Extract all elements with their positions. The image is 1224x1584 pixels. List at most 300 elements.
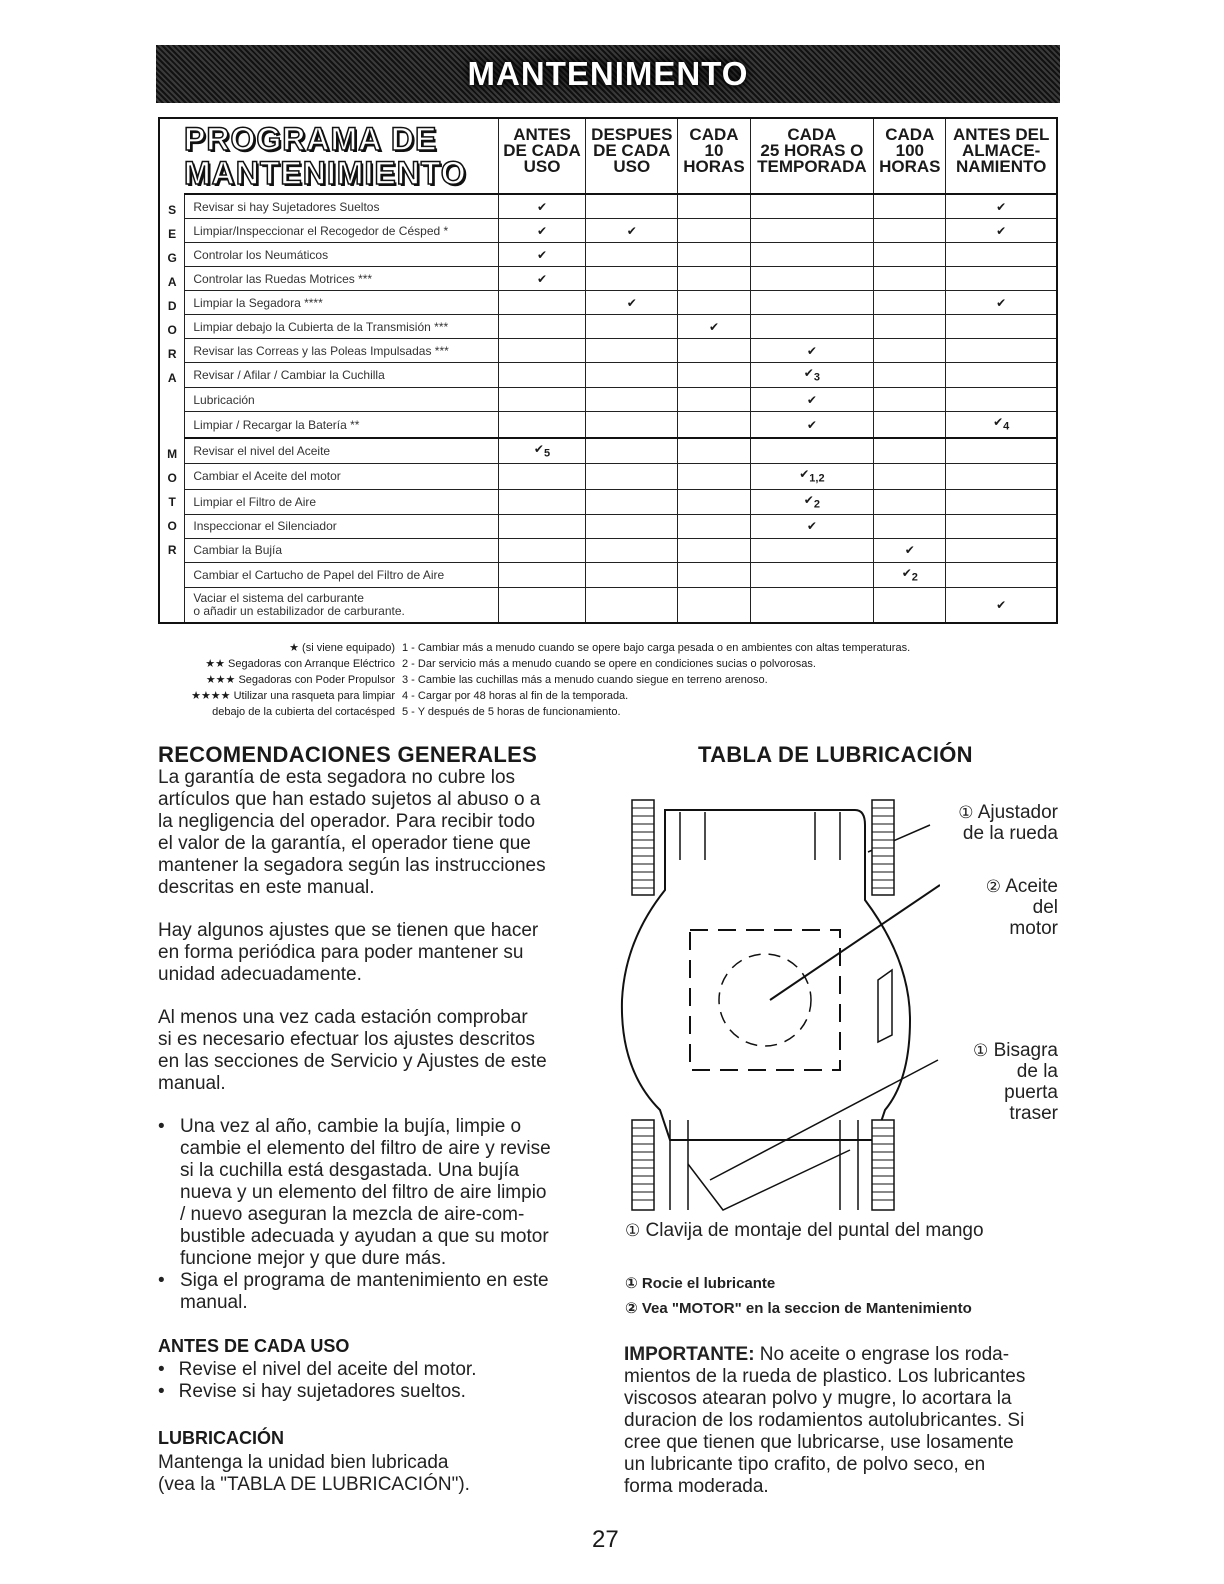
bullet-text <box>180 1270 549 1314</box>
schedule-cell <box>678 243 750 267</box>
schedule-cell <box>946 562 1057 587</box>
general-bullet-2 <box>158 1270 598 1320</box>
schedule-cell <box>946 243 1057 267</box>
check-mark-icon: ✔ <box>708 319 720 334</box>
motor-row <box>159 562 1057 587</box>
schedule-cell <box>586 315 678 339</box>
task-label: Revisar / Afilar / Cambiar la Cuchilla <box>185 363 499 388</box>
check-mark-icon: ✔ <box>533 441 544 456</box>
check-mark-icon: ✔ <box>626 223 637 238</box>
label-aceite-number: ② <box>985 877 1001 896</box>
schedule-cell <box>750 538 874 562</box>
paragraph-line: La garantía de esta segadora no cubre los <box>158 767 516 788</box>
footnote-symbol-entry: debajo de la cubierta del cortacésped <box>212 706 395 718</box>
bullet-line: si la cuchilla está desgastada. Una bujía <box>180 1160 520 1181</box>
importante-lines <box>624 1366 1064 1498</box>
schedule-cell <box>586 194 678 219</box>
column-header-1 <box>586 118 678 194</box>
antes-item-text: Revise el nivel del aceite del motor. <box>178 1359 477 1380</box>
schedule-cell <box>586 339 678 363</box>
schedule-cell <box>678 588 750 624</box>
schedule-cell <box>586 243 678 267</box>
motor-side-label <box>159 438 185 624</box>
column-header-line: CADA <box>689 125 739 144</box>
check-footnote-ref: 1,2 <box>809 472 825 485</box>
label-aceite-line2: del <box>1032 897 1058 918</box>
check-mark-icon: ✔ <box>626 295 637 310</box>
check-mark-icon: ✔ <box>996 199 1007 214</box>
segadora-row <box>159 412 1057 438</box>
schedule-cell <box>678 291 750 315</box>
check-mark-icon: ✔ <box>901 565 912 580</box>
column-header-line: ANTES <box>513 125 571 144</box>
schedule-cell <box>678 489 750 514</box>
task-label: Controlar las Ruedas Motrices *** <box>185 267 499 291</box>
maintenance-schedule-table <box>158 117 1058 624</box>
label-bisagra-line1: Bisagra <box>993 1040 1058 1061</box>
lubricacion-heading: LUBRICACIÓN <box>158 1428 284 1448</box>
paragraph-line: Hay algunos ajustes que se tienen que hacer <box>158 920 539 941</box>
label-ajustador-line1: Ajustador <box>977 802 1058 823</box>
column-header-line: DE CADA <box>503 141 581 160</box>
schedule-cell <box>750 291 874 315</box>
footnote-number-entry: 2 - Dar servicio más a menudo cuando se opere en condiciones sucias o polvorosas. <box>402 658 816 670</box>
schedule-cell <box>946 363 1057 388</box>
footnote-number-entry: 1 - Cambiar más a menudo cuando se opere bajo carga pesada o en ambientes con altas temperaturas. <box>402 642 911 654</box>
schedule-cell <box>586 412 678 438</box>
bullet-line: cambie el elemento del filtro de aire y revise <box>180 1138 551 1159</box>
paragraph-line: el valor de la garantía, el operador tiene que <box>158 833 531 854</box>
schedule-cell <box>586 388 678 412</box>
column-header-line: NAMIENTO <box>955 157 1047 176</box>
schedule-cell <box>678 464 750 489</box>
schedule-cell <box>750 489 874 514</box>
schedule-cell <box>498 194 585 219</box>
bullet-line: / nuevo aseguran la mezcla de aire-com- <box>180 1204 525 1225</box>
schedule-cell <box>946 438 1057 464</box>
motor-row <box>159 538 1057 562</box>
schedule-cell <box>874 388 946 412</box>
side-letter: G <box>167 251 177 265</box>
schedule-cell <box>498 514 585 538</box>
schedule-cell <box>874 412 946 438</box>
paragraph-line: Mantenga la unidad bien lubricada <box>158 1452 449 1473</box>
footnote-symbol-entry: ★★ Segadoras con Arranque Eléctrico <box>205 658 395 670</box>
schedule-cell <box>750 194 874 219</box>
footnote-symbol-entry: ★★★ Segadoras con Poder Propulsor <box>205 674 395 686</box>
side-letter: O <box>167 323 177 337</box>
check-mark-icon: ✔ <box>806 392 817 407</box>
schedule-cell <box>678 514 750 538</box>
check-footnote-ref: 5 <box>543 447 551 460</box>
label-ajustador-number: ① <box>958 803 974 822</box>
schedule-cell <box>750 219 874 243</box>
paragraph-line: duracion de los rodamientos autolubricantes. Si <box>624 1410 1025 1431</box>
schedule-cell <box>874 588 946 624</box>
bullet-line: Una vez al año, cambie la bujía, limpie o <box>180 1116 522 1137</box>
check-mark-icon: ✔ <box>904 543 915 558</box>
bullet-line: bustible adecuada y ayudan a que su motor <box>180 1226 549 1247</box>
paragraph-line: forma moderada. <box>624 1476 769 1497</box>
side-letter: R <box>167 347 177 361</box>
antes-list <box>158 1359 598 1409</box>
schedule-cell <box>678 339 750 363</box>
bullet-icon: • <box>158 1116 165 1137</box>
schedule-cell <box>498 315 585 339</box>
note-motor-text: Vea "MOTOR" en la seccion de Mantenimiento <box>641 1300 972 1317</box>
segadora-row <box>159 291 1057 315</box>
column-header-3 <box>750 118 874 194</box>
schedule-cell <box>750 267 874 291</box>
paragraph-line: descritas en este manual. <box>158 877 375 898</box>
schedule-cell <box>586 514 678 538</box>
schedule-cell <box>750 562 874 587</box>
schedule-cell <box>874 538 946 562</box>
column-header-line: CADA <box>787 125 837 144</box>
bullet-icon: • <box>158 1270 165 1291</box>
note-rocie-text: Rocie el lubricante <box>641 1275 776 1292</box>
paragraph-line: en las secciones de Servicio y Ajustes de este <box>158 1051 547 1072</box>
schedule-cell <box>946 219 1057 243</box>
task-label: Vaciar el sistema del carburante o añadir un estabilizador de carburante. <box>185 588 499 624</box>
label-bisagra <box>900 1040 1058 1124</box>
schedule-cell <box>498 562 585 587</box>
label-bisagra-line3: puerta <box>1004 1082 1058 1103</box>
footnote-number-entry: 4 - Cargar por 48 horas al fin de la temporada. <box>402 690 629 702</box>
label-aceite-line3: motor <box>1009 918 1058 939</box>
schedule-cell <box>946 538 1057 562</box>
footnote-number-entry: 3 - Cambie las cuchillas más a menudo cuando siegue en terreno arenoso. <box>402 674 768 686</box>
footnote-symbol-entry: ★★★★ Utilizar una rasqueta para limpiar <box>191 690 395 702</box>
schedule-cell <box>946 464 1057 489</box>
paragraph-line: en forma periódica para poder mantener su <box>158 942 524 963</box>
bullet-text <box>180 1116 551 1270</box>
schedule-cell <box>498 243 585 267</box>
side-letter: O <box>167 518 177 533</box>
footnotes-numbers <box>402 640 910 720</box>
schedule-cell <box>946 489 1057 514</box>
schedule-cell <box>874 363 946 388</box>
schedule-title-line1: PROGRAMA DE <box>184 121 438 157</box>
column-header-line: USO <box>523 157 561 176</box>
label-bisagra-line4: traser <box>1009 1103 1058 1124</box>
paragraph-line: mientos de la rueda de plastico. Los lubricantes <box>624 1366 1026 1387</box>
schedule-cell <box>946 194 1057 219</box>
schedule-cell <box>946 588 1057 624</box>
check-footnote-ref: 3 <box>813 371 820 384</box>
side-letter: A <box>167 275 177 289</box>
bullet-line: nueva y un elemento del filtro de aire limpio <box>180 1182 547 1203</box>
schedule-cell <box>498 339 585 363</box>
label-bisagra-line2: de la <box>1016 1061 1058 1082</box>
schedule-cell <box>946 315 1057 339</box>
schedule-cell <box>874 219 946 243</box>
side-letter: T <box>168 494 176 509</box>
column-header-4 <box>874 118 946 194</box>
paragraph-line: un lubricante tipo crafito, de polvo seco, en <box>624 1454 986 1475</box>
general-paragraph-1 <box>158 767 546 899</box>
schedule-cell <box>750 464 874 489</box>
schedule-cell <box>874 194 946 219</box>
engine-outline <box>690 930 840 1070</box>
column-header-line: DESPUES <box>591 125 673 144</box>
schedule-cell <box>874 514 946 538</box>
segadora-side-label <box>159 194 185 438</box>
side-letter: R <box>167 542 177 557</box>
schedule-cell <box>498 412 585 438</box>
label-aceite <box>900 876 1058 939</box>
schedule-cell <box>498 363 585 388</box>
schedule-cell <box>498 388 585 412</box>
side-letter: O <box>167 470 177 485</box>
segadora-row <box>159 363 1057 388</box>
schedule-cell <box>498 219 585 243</box>
segadora-row <box>159 388 1057 412</box>
general-paragraph-2 <box>158 920 538 986</box>
schedule-cell <box>678 388 750 412</box>
task-label: Limpiar la Segadora **** <box>185 291 499 315</box>
antes-item <box>158 1359 476 1381</box>
schedule-cell <box>586 219 678 243</box>
column-header-line: USO <box>613 157 651 176</box>
label-clavija <box>625 1220 984 1241</box>
check-mark-icon: ✔ <box>806 343 817 358</box>
antes-heading: ANTES DE CADA USO <box>158 1336 350 1356</box>
label-bisagra-number: ① <box>973 1041 989 1060</box>
bullet-icon: • <box>158 1359 165 1380</box>
paragraph-line: Al menos una vez cada estación comprobar <box>158 1007 528 1028</box>
segadora-row <box>159 219 1057 243</box>
schedule-cell <box>946 412 1057 438</box>
task-label: Limpiar / Recargar la Batería ** <box>185 412 499 438</box>
importante-first-line: No aceite o engrase los roda- <box>754 1344 1010 1365</box>
paragraph-line: la negligencia del operador. Para recibir todo <box>158 811 536 832</box>
paragraph-line: unidad adecuadamente. <box>158 964 362 985</box>
schedule-cell <box>498 291 585 315</box>
schedule-cell <box>750 412 874 438</box>
check-mark-icon: ✔ <box>996 295 1007 310</box>
schedule-cell <box>498 489 585 514</box>
note-rocie-number: ① <box>625 1275 638 1292</box>
motor-row <box>159 514 1057 538</box>
schedule-cell <box>678 315 750 339</box>
column-header-line: DE CADA <box>593 141 671 160</box>
column-header-line: TEMPORADA <box>757 157 867 176</box>
schedule-cell <box>874 489 946 514</box>
check-mark-icon: ✔ <box>536 247 548 262</box>
rear-left-wheel <box>632 1120 654 1210</box>
paragraph-line: si es necesario efectuar los ajustes descritos <box>158 1029 536 1050</box>
general-heading: RECOMENDACIONES GENERALES <box>158 742 538 767</box>
column-header-line: HORAS <box>879 157 941 176</box>
schedule-cell <box>874 438 946 464</box>
task-label: Limpiar el Filtro de Aire <box>185 489 499 514</box>
schedule-cell <box>586 363 678 388</box>
note-motor-number: ② <box>625 1300 638 1317</box>
paragraph-line: cree que tienen que lubricarse, use losamente <box>624 1432 1014 1453</box>
schedule-cell <box>874 267 946 291</box>
task-label-line2: o añadir un estabilizador de carburante. <box>193 604 405 619</box>
label-ajustador-line2: de la rueda <box>962 823 1058 844</box>
check-mark-icon: ✔ <box>803 366 814 380</box>
check-mark-icon: ✔ <box>536 223 548 238</box>
paragraph-line: manual. <box>158 1073 226 1094</box>
check-footnote-ref: 4 <box>1003 420 1010 433</box>
schedule-cell <box>750 438 874 464</box>
schedule-cell <box>874 339 946 363</box>
schedule-cell <box>586 464 678 489</box>
schedule-cell <box>586 438 678 464</box>
schedule-cell <box>750 339 874 363</box>
check-footnote-ref: 2 <box>813 497 820 510</box>
schedule-cell <box>946 514 1057 538</box>
schedule-cell <box>750 243 874 267</box>
paragraph-line: viscosos atearan polvo y mugre, lo acortara la <box>624 1388 1012 1409</box>
column-header-line: 25 HORAS O <box>760 141 864 160</box>
schedule-cell <box>678 412 750 438</box>
task-label: Inspeccionar el Silenciador <box>185 514 499 538</box>
column-header-line: CADA <box>885 125 935 144</box>
check-mark-icon: ✔ <box>536 271 548 286</box>
schedule-title-line2: MANTENIMIENTO <box>184 155 467 191</box>
antes-item <box>158 1381 466 1403</box>
schedule-header-row <box>159 118 1057 194</box>
task-label: Lubricación <box>185 388 499 412</box>
task-label: Controlar los Neumáticos <box>185 243 499 267</box>
column-header-line: ALMACE- <box>961 141 1041 160</box>
mower-lubrication-diagram <box>610 780 940 1220</box>
motor-row <box>159 489 1057 514</box>
segadora-row <box>159 315 1057 339</box>
schedule-cell <box>498 438 585 464</box>
general-paragraph-3 <box>158 1007 547 1095</box>
paragraph-line: artículos que han estado sujetos al abuso o a <box>158 789 541 810</box>
footnote-symbol-entry: ★ (si viene equipado) <box>289 642 395 654</box>
schedule-cell <box>874 562 946 587</box>
page-number: 27 <box>592 1526 619 1553</box>
check-mark-icon: ✔ <box>536 199 548 214</box>
schedule-cell <box>678 562 750 587</box>
segadora-row <box>159 267 1057 291</box>
column-header-line: HORAS <box>683 157 745 176</box>
footnote-number-entry: 5 - Y después de 5 horas de funcionamiento. <box>402 706 621 718</box>
paragraph-line: (vea la "TABLA DE LUBRICACIÓN"). <box>158 1474 470 1495</box>
check-footnote-ref: 2 <box>911 571 918 584</box>
importante-block <box>624 1344 1064 1498</box>
schedule-cell <box>586 538 678 562</box>
schedule-cell <box>586 562 678 587</box>
schedule-cell <box>498 464 585 489</box>
importante-label: IMPORTANTE: <box>624 1344 755 1365</box>
column-header-line: ANTES DEL <box>952 125 1050 144</box>
column-header-5 <box>946 118 1057 194</box>
check-mark-icon: ✔ <box>806 519 817 534</box>
task-label: Cambiar el Cartucho de Papel del Filtro de Aire <box>185 562 499 587</box>
schedule-cell <box>874 291 946 315</box>
check-mark-icon: ✔ <box>806 417 817 432</box>
schedule-cell <box>498 538 585 562</box>
schedule-cell <box>678 438 750 464</box>
schedule-cell <box>586 588 678 624</box>
schedule-cell <box>750 315 874 339</box>
paragraph-line: mantener la segadora según las instrucciones <box>158 855 546 876</box>
bullet-line: funcione mejor y que dure más. <box>180 1248 447 1269</box>
deck-outline <box>622 810 910 1140</box>
schedule-cell <box>750 363 874 388</box>
label-clavija-text: Clavija de montaje del puntal del mango <box>645 1220 984 1241</box>
bullet-line: manual. <box>180 1292 248 1313</box>
lubricacion-text <box>158 1452 470 1496</box>
schedule-cell <box>678 267 750 291</box>
tabla-heading: TABLA DE LUBRICACIÓN <box>698 742 973 767</box>
footnotes-symbols <box>160 640 395 720</box>
schedule-cell <box>678 363 750 388</box>
note-rocie <box>625 1274 775 1292</box>
schedule-cell <box>874 464 946 489</box>
check-mark-icon: ✔ <box>803 492 814 507</box>
schedule-cell <box>946 388 1057 412</box>
schedule-cell <box>678 194 750 219</box>
check-mark-icon: ✔ <box>996 598 1007 613</box>
schedule-cell <box>946 291 1057 315</box>
task-label: Limpiar/Inspeccionar el Recogedor de Césped * <box>185 219 499 243</box>
section-banner <box>156 45 1060 103</box>
schedule-cell <box>750 388 874 412</box>
schedule-cell <box>874 243 946 267</box>
schedule-cell <box>678 219 750 243</box>
segadora-row <box>159 194 1057 219</box>
side-letter: D <box>167 299 177 313</box>
task-label: Limpiar debajo la Cubierta de la Transmisión *** <box>185 315 499 339</box>
label-aceite-line1: Aceite <box>1005 876 1058 897</box>
antes-item-text: Revise si hay sujetadores sueltos. <box>178 1381 466 1402</box>
motor-row <box>159 438 1057 464</box>
schedule-cell <box>874 315 946 339</box>
column-header-0 <box>498 118 585 194</box>
schedule-cell <box>586 489 678 514</box>
note-motor <box>625 1299 972 1317</box>
schedule-cell <box>498 267 585 291</box>
motor-row <box>159 464 1057 489</box>
label-ajustador <box>900 802 1058 844</box>
general-bullet-1 <box>158 1116 598 1276</box>
check-mark-icon: ✔ <box>996 223 1007 238</box>
check-mark-icon: ✔ <box>993 415 1004 430</box>
schedule-cell <box>586 291 678 315</box>
label-clavija-number: ① <box>625 1221 641 1240</box>
schedule-cell <box>586 267 678 291</box>
side-letter: E <box>168 227 177 241</box>
schedule-cell <box>946 267 1057 291</box>
check-mark-icon: ✔ <box>799 467 810 482</box>
bullet-line: Siga el programa de mantenimiento en este <box>180 1270 549 1291</box>
task-label: Revisar las Correas y las Poleas Impulsadas *** <box>185 339 499 363</box>
side-letter: A <box>167 371 177 385</box>
rear-right-wheel <box>872 1120 894 1210</box>
task-label: Revisar el nivel del Aceite <box>185 438 499 464</box>
task-label: Cambiar la Bujía <box>185 538 499 562</box>
column-header-line: 10 <box>704 141 724 160</box>
task-label: Revisar si hay Sujetadores Sueltos <box>185 194 499 219</box>
motor-row <box>159 588 1057 624</box>
schedule-cell <box>750 514 874 538</box>
column-header-2 <box>678 118 750 194</box>
schedule-cell <box>946 339 1057 363</box>
task-label: Cambiar el Aceite del motor <box>185 464 499 489</box>
segadora-row <box>159 339 1057 363</box>
side-letter: S <box>168 203 177 217</box>
side-letter: M <box>167 446 178 461</box>
